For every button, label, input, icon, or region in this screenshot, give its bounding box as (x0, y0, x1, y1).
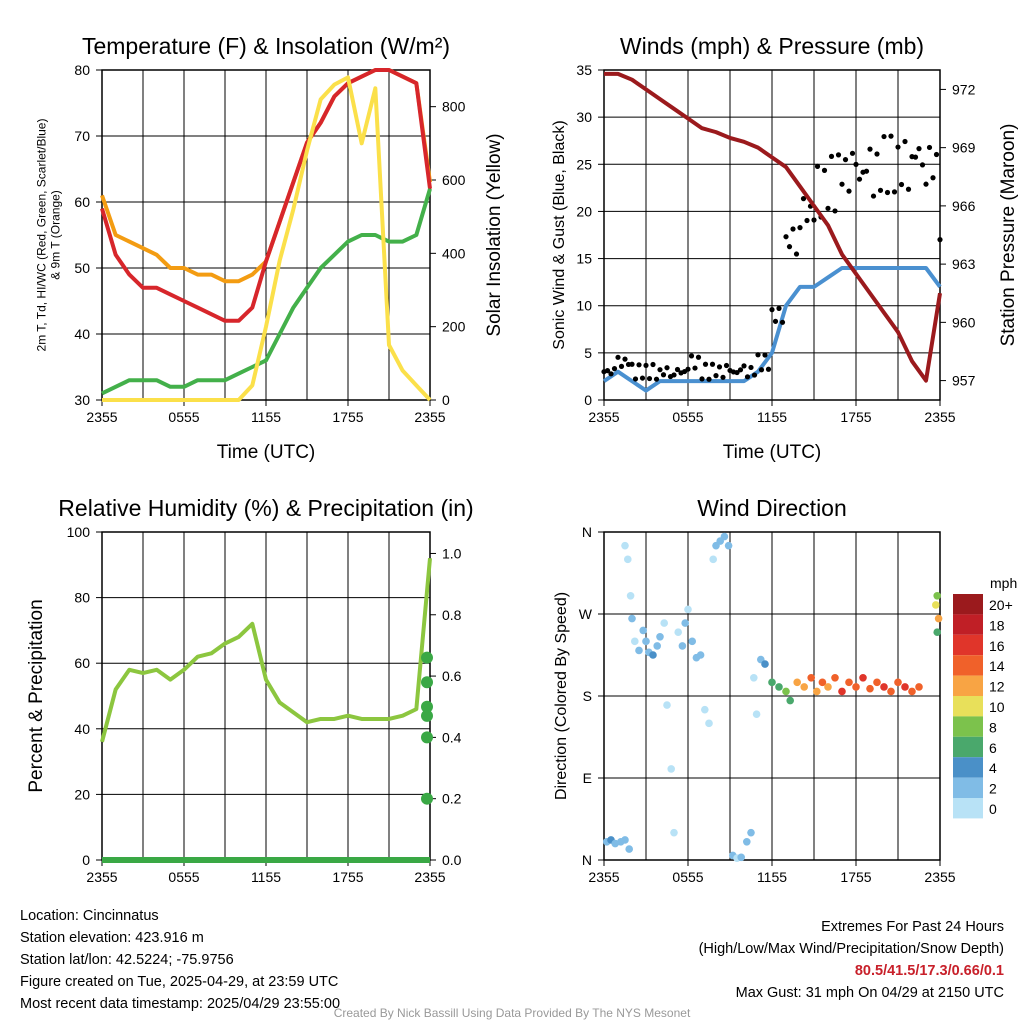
panel-2 (576, 33, 975, 463)
x-tick-label: 1755 (840, 869, 872, 885)
legend-swatch (953, 676, 983, 696)
gust-point (612, 366, 617, 371)
direction-point (627, 592, 635, 600)
direction-point (753, 710, 761, 718)
legend-swatch (953, 614, 983, 634)
y-tick-label: 25 (576, 156, 592, 173)
direction-point (750, 674, 758, 682)
precip-point (421, 731, 433, 743)
created-text: Figure created on Tue, 2025-04-29, at 23:59 UTC (20, 974, 339, 990)
gust-point (633, 376, 638, 381)
x-tick-label: 2355 (86, 409, 118, 425)
y2-tick-label: 0.4 (442, 729, 462, 746)
gust-point (857, 177, 862, 182)
direction-point (639, 627, 647, 635)
x-tick-label: 0555 (672, 409, 704, 425)
legend-label: 2 (989, 780, 997, 797)
y2-tick-label: 0 (442, 392, 450, 408)
direction-point (681, 619, 689, 627)
gust-point (846, 189, 851, 194)
direction-point (831, 674, 839, 682)
direction-point (743, 838, 751, 846)
gust-point (878, 188, 883, 193)
y2-tick-label: 400 (442, 245, 466, 262)
gust-point (804, 218, 809, 223)
y-tick-label: W (578, 606, 592, 622)
y2-tick-label: 957 (952, 372, 976, 389)
gust-point (647, 376, 652, 381)
gust-point (811, 217, 816, 222)
direction-point (824, 683, 832, 691)
gust-point (717, 364, 722, 369)
x-tick-label: 0555 (168, 409, 200, 425)
y-tick-label: 50 (74, 260, 90, 276)
gust-point (920, 162, 925, 167)
gust-point (899, 182, 904, 187)
gust-point (864, 169, 869, 174)
y-axis-label: Direction (Colored By Speed) (553, 591, 570, 801)
chart-title: Temperature (F) & Insolation (W/m²) (81, 33, 451, 59)
y2-axis-label: Solar Insolation (Yellow) (484, 133, 505, 337)
legend-label: 12 (989, 678, 1005, 695)
gust-point (748, 365, 753, 370)
gust-point (636, 362, 641, 367)
direction-point (725, 542, 733, 550)
direction-point (873, 679, 881, 687)
chart-title: Winds (mph) & Pressure (mb) (619, 33, 925, 59)
legend-label: 4 (989, 760, 997, 777)
extremes-values: 80.5/41.5/17.3/0.66/0.1 (854, 963, 1004, 979)
direction-point (656, 633, 664, 641)
gust-point (615, 355, 620, 360)
gust-point (720, 375, 725, 380)
gust-point (836, 152, 841, 157)
gust-point (790, 226, 795, 231)
gust-point (776, 306, 781, 311)
gust-point (797, 225, 802, 230)
direction-point (635, 647, 643, 655)
y2-tick-label: 200 (442, 318, 466, 335)
direction-point (649, 651, 657, 659)
precip-point (421, 793, 433, 805)
legend-swatch (953, 635, 983, 655)
legend-label: 6 (989, 739, 997, 756)
gust-point (608, 371, 613, 376)
y-tick-label: N (581, 524, 592, 540)
gust-point (664, 365, 669, 370)
credit-text: Created By Nick Bassill Using Data Provided By The NYS Mesonet (333, 1006, 691, 1020)
latlon-text: Station lat/lon: 42.5224; -75.9756 (20, 952, 234, 968)
direction-point (852, 683, 860, 691)
gust-point (815, 164, 820, 169)
y-tick-label: N (581, 852, 592, 868)
direction-point (624, 556, 632, 564)
gust-point (752, 372, 757, 377)
direction-point (679, 642, 687, 650)
elevation-text: Station elevation: 423.916 m (20, 930, 204, 946)
y-tick-label: 10 (576, 297, 592, 314)
gust-point (692, 365, 697, 370)
direction-point (793, 679, 801, 687)
direction-point (705, 720, 713, 728)
direction-point (761, 660, 769, 668)
gust-point (745, 374, 750, 379)
y2-axis-label: Station Pressure (Maroon) (998, 123, 1019, 347)
gust-point (885, 190, 890, 195)
gust-point (741, 363, 746, 368)
gust-point (706, 377, 711, 382)
direction-point (908, 688, 916, 696)
gust-point (643, 363, 648, 368)
temperature-y-axis-label: 2m T, Td, HI/WC (Red, Green, Scarlet/Blue) & 9m T (Orange) (34, 118, 62, 352)
precip-point (421, 652, 433, 664)
gust-point (850, 151, 855, 156)
direction-point (653, 642, 661, 650)
max-gust-text: Max Gust: 31 mph On 04/29 at 2150 UTC (735, 985, 1004, 1001)
gust-point (759, 367, 764, 372)
gust-point (703, 362, 708, 367)
y-tick-label: 20 (576, 203, 592, 220)
direction-point (775, 683, 783, 691)
gust-point (867, 147, 872, 152)
gust-point (832, 208, 837, 213)
legend-label: 20+ (989, 597, 1013, 613)
x-tick-label: 1155 (250, 869, 282, 885)
recent-text: Most recent data timestamp: 2025/04/29 23:55:00 (20, 996, 341, 1012)
gust-point (773, 319, 778, 324)
panel-1 (74, 33, 465, 463)
x-tick-label: 0555 (168, 869, 200, 885)
gust-point (622, 357, 627, 362)
gust-point (937, 237, 942, 242)
gust-point (766, 367, 771, 372)
station-info (20, 905, 340, 1015)
y-tick-label: 70 (74, 128, 90, 144)
x-tick-label: 2355 (414, 869, 446, 885)
y-tick-label: 30 (576, 109, 592, 126)
y2-tick-label: 0.6 (442, 668, 462, 685)
gust-point (780, 320, 785, 325)
y-tick-label: 80 (74, 589, 90, 606)
y2-tick-label: 960 (952, 314, 976, 331)
gust-point (769, 307, 774, 312)
chart-title: Relative Humidity (%) & Precipitation (in) (58, 495, 474, 521)
gust-point (629, 362, 634, 367)
y-tick-label: 20 (74, 786, 90, 803)
panel-3 (58, 495, 473, 885)
gust-point (696, 355, 701, 360)
direction-point (631, 638, 639, 646)
direction-point (684, 606, 692, 614)
gust-point (640, 375, 645, 380)
legend-label: 14 (989, 658, 1005, 675)
direction-point (674, 628, 682, 636)
precip-point (421, 676, 433, 688)
direction-point (628, 615, 636, 623)
gust-point (881, 134, 886, 139)
direction-point (782, 688, 790, 696)
direction-point (737, 853, 745, 861)
precip-point (421, 701, 433, 713)
legend-swatch (953, 778, 983, 798)
y-tick-label: 60 (74, 655, 90, 672)
gust-point (822, 168, 827, 173)
gust-point (762, 352, 767, 357)
direction-point (621, 836, 629, 844)
y-tick-label: 100 (66, 524, 90, 540)
legend-label: 16 (989, 637, 1005, 654)
gust-point (843, 157, 848, 162)
legend-title: mph (990, 575, 1018, 591)
legend-swatch (953, 798, 983, 818)
gust-point (888, 133, 893, 138)
x-tick-label: 1155 (250, 409, 282, 425)
gust-point (930, 175, 935, 180)
gust-point (755, 352, 760, 357)
chart-title: Wind Direction (697, 495, 847, 521)
gust-point (906, 187, 911, 192)
gust-point (724, 363, 729, 368)
gust-point (685, 367, 690, 372)
y-tick-label: 40 (74, 720, 90, 737)
direction-point (625, 845, 633, 853)
y2-tick-label: 963 (952, 256, 976, 273)
gust-point (710, 362, 715, 367)
extremes-subtitle: (High/Low/Max Wind/Precipitation/Snow Depth) (698, 941, 1004, 957)
gust-point (794, 251, 799, 256)
y-tick-label: E (582, 770, 592, 786)
direction-point (697, 651, 705, 659)
legend-swatch (953, 696, 983, 716)
y-tick-label: 60 (74, 194, 90, 210)
direction-point (709, 556, 717, 564)
y2-tick-label: 0.0 (442, 852, 462, 868)
gust-point (874, 151, 879, 156)
y-tick-label: 5 (584, 344, 592, 361)
y2-tick-label: 0.2 (442, 790, 462, 807)
y-axis-label: Percent & Precipitation (26, 599, 47, 793)
legend-swatch (953, 737, 983, 757)
x-tick-label: 2355 (588, 869, 620, 885)
direction-point (880, 683, 888, 691)
direction-point (915, 683, 923, 691)
direction-point (642, 638, 650, 646)
gust-point (923, 182, 928, 187)
gust-point (916, 146, 921, 151)
gust-point (783, 234, 788, 239)
gust-point (825, 206, 830, 211)
direction-point (660, 619, 668, 627)
x-tick-label: 2355 (924, 869, 956, 885)
legend-swatch (953, 716, 983, 736)
y2-tick-label: 969 (952, 139, 976, 156)
y-tick-label: 35 (576, 62, 592, 78)
gust-point (839, 182, 844, 187)
x-tick-label: 1755 (840, 409, 872, 425)
y-tick-label: 30 (74, 392, 90, 408)
x-axis-label: Time (UTC) (722, 442, 822, 463)
legend-label: 0 (989, 801, 997, 817)
legend-swatch (953, 594, 983, 614)
y-tick-label: 0 (82, 852, 90, 868)
direction-point (747, 829, 755, 837)
direction-point (932, 601, 940, 609)
direction-point (933, 592, 941, 600)
direction-point (933, 628, 941, 636)
gust-point (699, 376, 704, 381)
x-tick-label: 2355 (588, 409, 620, 425)
location-text: Location: Cincinnatus (20, 908, 159, 924)
y2-tick-label: 1.0 (442, 545, 462, 562)
x-tick-label: 1755 (332, 869, 364, 885)
y2-tick-label: 800 (442, 98, 466, 115)
y-tick-label: S (582, 688, 592, 704)
x-tick-label: 1155 (756, 869, 788, 885)
legend-swatch (953, 655, 983, 675)
gust-point (934, 152, 939, 157)
x-tick-label: 1155 (756, 409, 788, 425)
direction-point (701, 706, 709, 714)
legend-label: 18 (989, 617, 1005, 634)
gust-point (689, 353, 694, 358)
x-tick-label: 1755 (332, 409, 364, 425)
direction-point (688, 638, 696, 646)
gust-point (902, 139, 907, 144)
direction-point (845, 679, 853, 687)
y-axis-label: Sonic Wind & Gust (Blue, Black) (551, 120, 568, 350)
gust-point (913, 155, 918, 160)
y-tick-label: 15 (576, 250, 592, 267)
gust-point (713, 373, 718, 378)
gust-point (927, 145, 932, 150)
y2-tick-label: 0.8 (442, 606, 462, 623)
legend-label: 8 (989, 719, 997, 736)
y2-tick-label: 600 (442, 172, 466, 188)
gust-point (829, 154, 834, 159)
y-tick-label: 40 (74, 326, 90, 342)
extremes-title: Extremes For Past 24 Hours (821, 919, 1004, 935)
direction-point (935, 615, 943, 623)
direction-point (768, 679, 776, 687)
direction-point (670, 829, 678, 837)
legend-swatch (953, 757, 983, 777)
extremes-info (699, 916, 1004, 1004)
direction-point (667, 765, 675, 773)
gust-point (619, 364, 624, 369)
y2-tick-label: 966 (952, 197, 976, 214)
y-tick-label: 0 (584, 392, 592, 408)
legend-label: 10 (989, 699, 1005, 715)
gust-point (657, 367, 662, 372)
gust-point (738, 367, 743, 372)
gust-point (853, 162, 858, 167)
x-tick-label: 0555 (672, 869, 704, 885)
gust-point (871, 193, 876, 198)
direction-point (621, 542, 629, 550)
direction-point (800, 683, 808, 691)
direction-point (866, 685, 874, 693)
direction-point (721, 533, 729, 541)
direction-point (663, 701, 671, 709)
gust-point (654, 377, 659, 382)
direction-point (838, 688, 846, 696)
x-tick-label: 2355 (414, 409, 446, 425)
gust-point (650, 362, 655, 367)
direction-point (786, 697, 794, 705)
x-tick-label: 2355 (86, 869, 118, 885)
x-axis-label: Time (UTC) (216, 442, 316, 463)
gust-point (671, 372, 676, 377)
direction-point (894, 679, 902, 687)
direction-point (887, 688, 895, 696)
direction-point (807, 674, 815, 682)
y2-tick-label: 972 (952, 81, 976, 98)
panel-4 (579, 495, 1017, 885)
direction-point (813, 688, 821, 696)
gust-point (787, 244, 792, 249)
y-tick-label: 80 (74, 62, 90, 78)
direction-point (859, 674, 867, 682)
gust-point (661, 372, 666, 377)
x-tick-label: 2355 (924, 409, 956, 425)
gust-point (892, 189, 897, 194)
gust-point (895, 144, 900, 149)
direction-point (901, 683, 909, 691)
